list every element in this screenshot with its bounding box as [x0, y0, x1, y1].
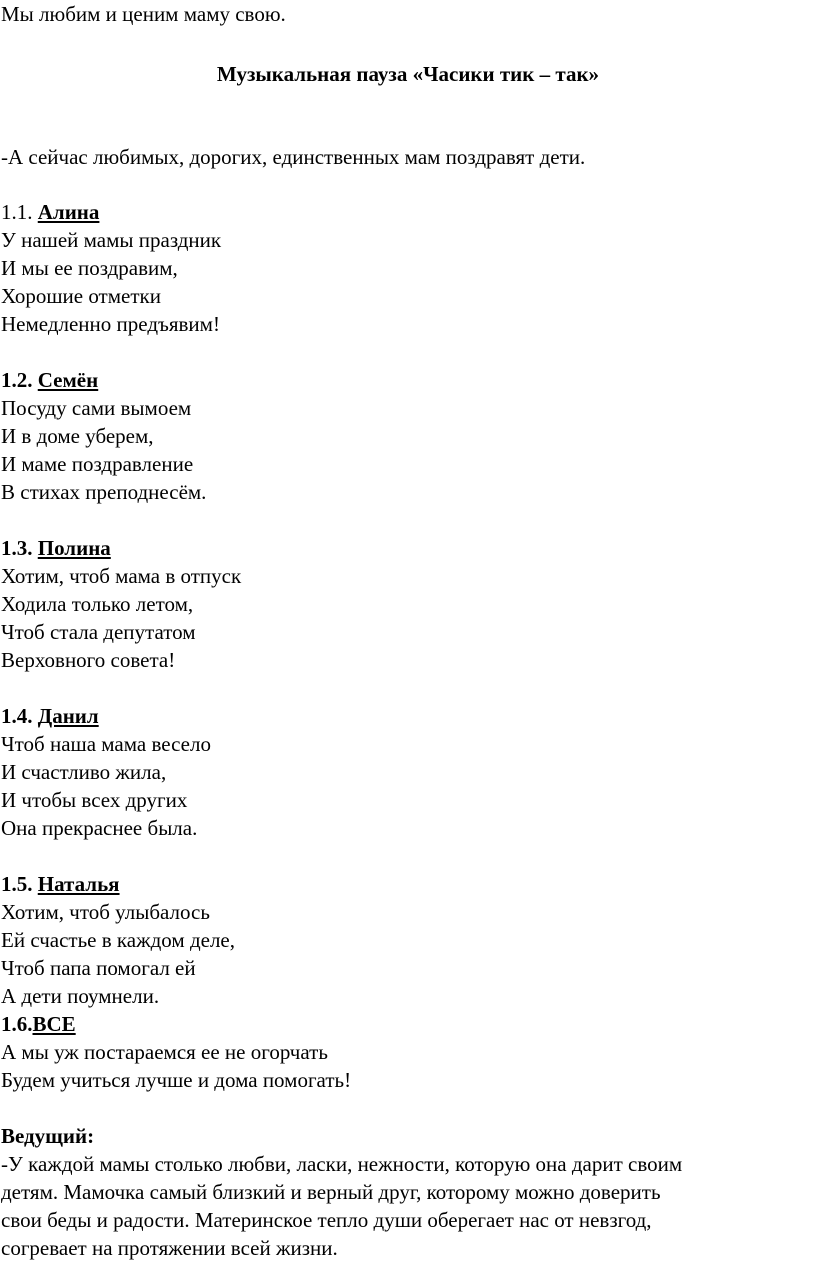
announcement: -А сейчас любимых, дорогих, единственных мам поздравят дети.: [1, 145, 586, 169]
poem-number: 1.1.: [1, 200, 33, 224]
intro-line: Мы любим и ценим маму свою.: [1, 2, 286, 26]
poem-line: Будем учиться лучше и дома помогать!: [1, 1068, 352, 1092]
poem-line: Чтоб папа помогал ей: [1, 956, 196, 980]
poem-line: Посуду сами вымоем: [1, 396, 192, 420]
host-label: Ведущий:: [1, 1124, 95, 1148]
poem-line: Ходила только летом,: [1, 592, 194, 616]
host-speech-line: детям. Мамочка самый близкий и верный друг, которому можно доверить: [1, 1180, 661, 1204]
poem-line: Хотим, чтоб мама в отпуск: [1, 564, 242, 588]
poem-line: Хорошие отметки: [1, 284, 161, 308]
host-speech-line: -У каждой мамы столько любви, ласки, нежности, которую она дарит своим: [1, 1152, 683, 1176]
poem-reciter-name: Полина: [37, 536, 111, 560]
poem-line: Немедленно предъявим!: [1, 312, 220, 336]
poem-line: Чтоб наша мама весело: [1, 732, 211, 756]
poem-line: Она прекраснее была.: [1, 816, 198, 840]
poem-line: И мы ее поздравим,: [1, 256, 178, 280]
poem-line: А мы уж постараемся ее не огорчать: [1, 1040, 328, 1064]
poem-reciter-name: Алина: [37, 200, 100, 224]
poem-number: 1.4.: [1, 704, 33, 728]
poem-line: У нашей мамы праздник: [1, 228, 222, 252]
poem-number: 1.5.: [1, 872, 33, 896]
poem-heading: [1, 1010, 76, 1038]
poem-number: 1.2.: [1, 368, 33, 392]
poem-line: Чтоб стала депутатом: [1, 620, 196, 644]
section-title: Музыкальная пауза «Часики тик – так»: [216, 62, 600, 86]
poem-line: А дети поумнели.: [1, 984, 160, 1008]
poem-heading: [1, 366, 98, 394]
poem-line: И чтобы всех других: [1, 788, 188, 812]
poem-line: Ей счастье в каждом деле,: [1, 928, 236, 952]
poem-number: 1.6.: [1, 1012, 33, 1036]
poem-line: Хотим, чтоб улыбалось: [1, 900, 210, 924]
host-speech-line: свои беды и радости. Материнское тепло души оберегает нас от невзгод,: [1, 1208, 652, 1232]
poem-line: И счастливо жила,: [1, 760, 167, 784]
poem-heading: [1, 534, 111, 562]
poem-line: И в доме уберем,: [1, 424, 154, 448]
poem-line: Верховного совета!: [1, 648, 176, 672]
poem-reciter-name: Данил: [37, 704, 99, 728]
poem-heading: [1, 870, 120, 898]
poem-heading: [1, 198, 99, 226]
poem-line: В стихах преподнесём.: [1, 480, 207, 504]
poem-reciter-name: Наталья: [37, 872, 120, 896]
poem-reciter-name: Семён: [37, 368, 99, 392]
poem-heading: [1, 702, 99, 730]
poem-reciter-name: ВСЕ: [32, 1012, 76, 1036]
host-speech-line: согревает на протяжении всей жизни.: [1, 1236, 338, 1260]
poem-number: 1.3.: [1, 536, 33, 560]
poem-line: И маме поздравление: [1, 452, 194, 476]
